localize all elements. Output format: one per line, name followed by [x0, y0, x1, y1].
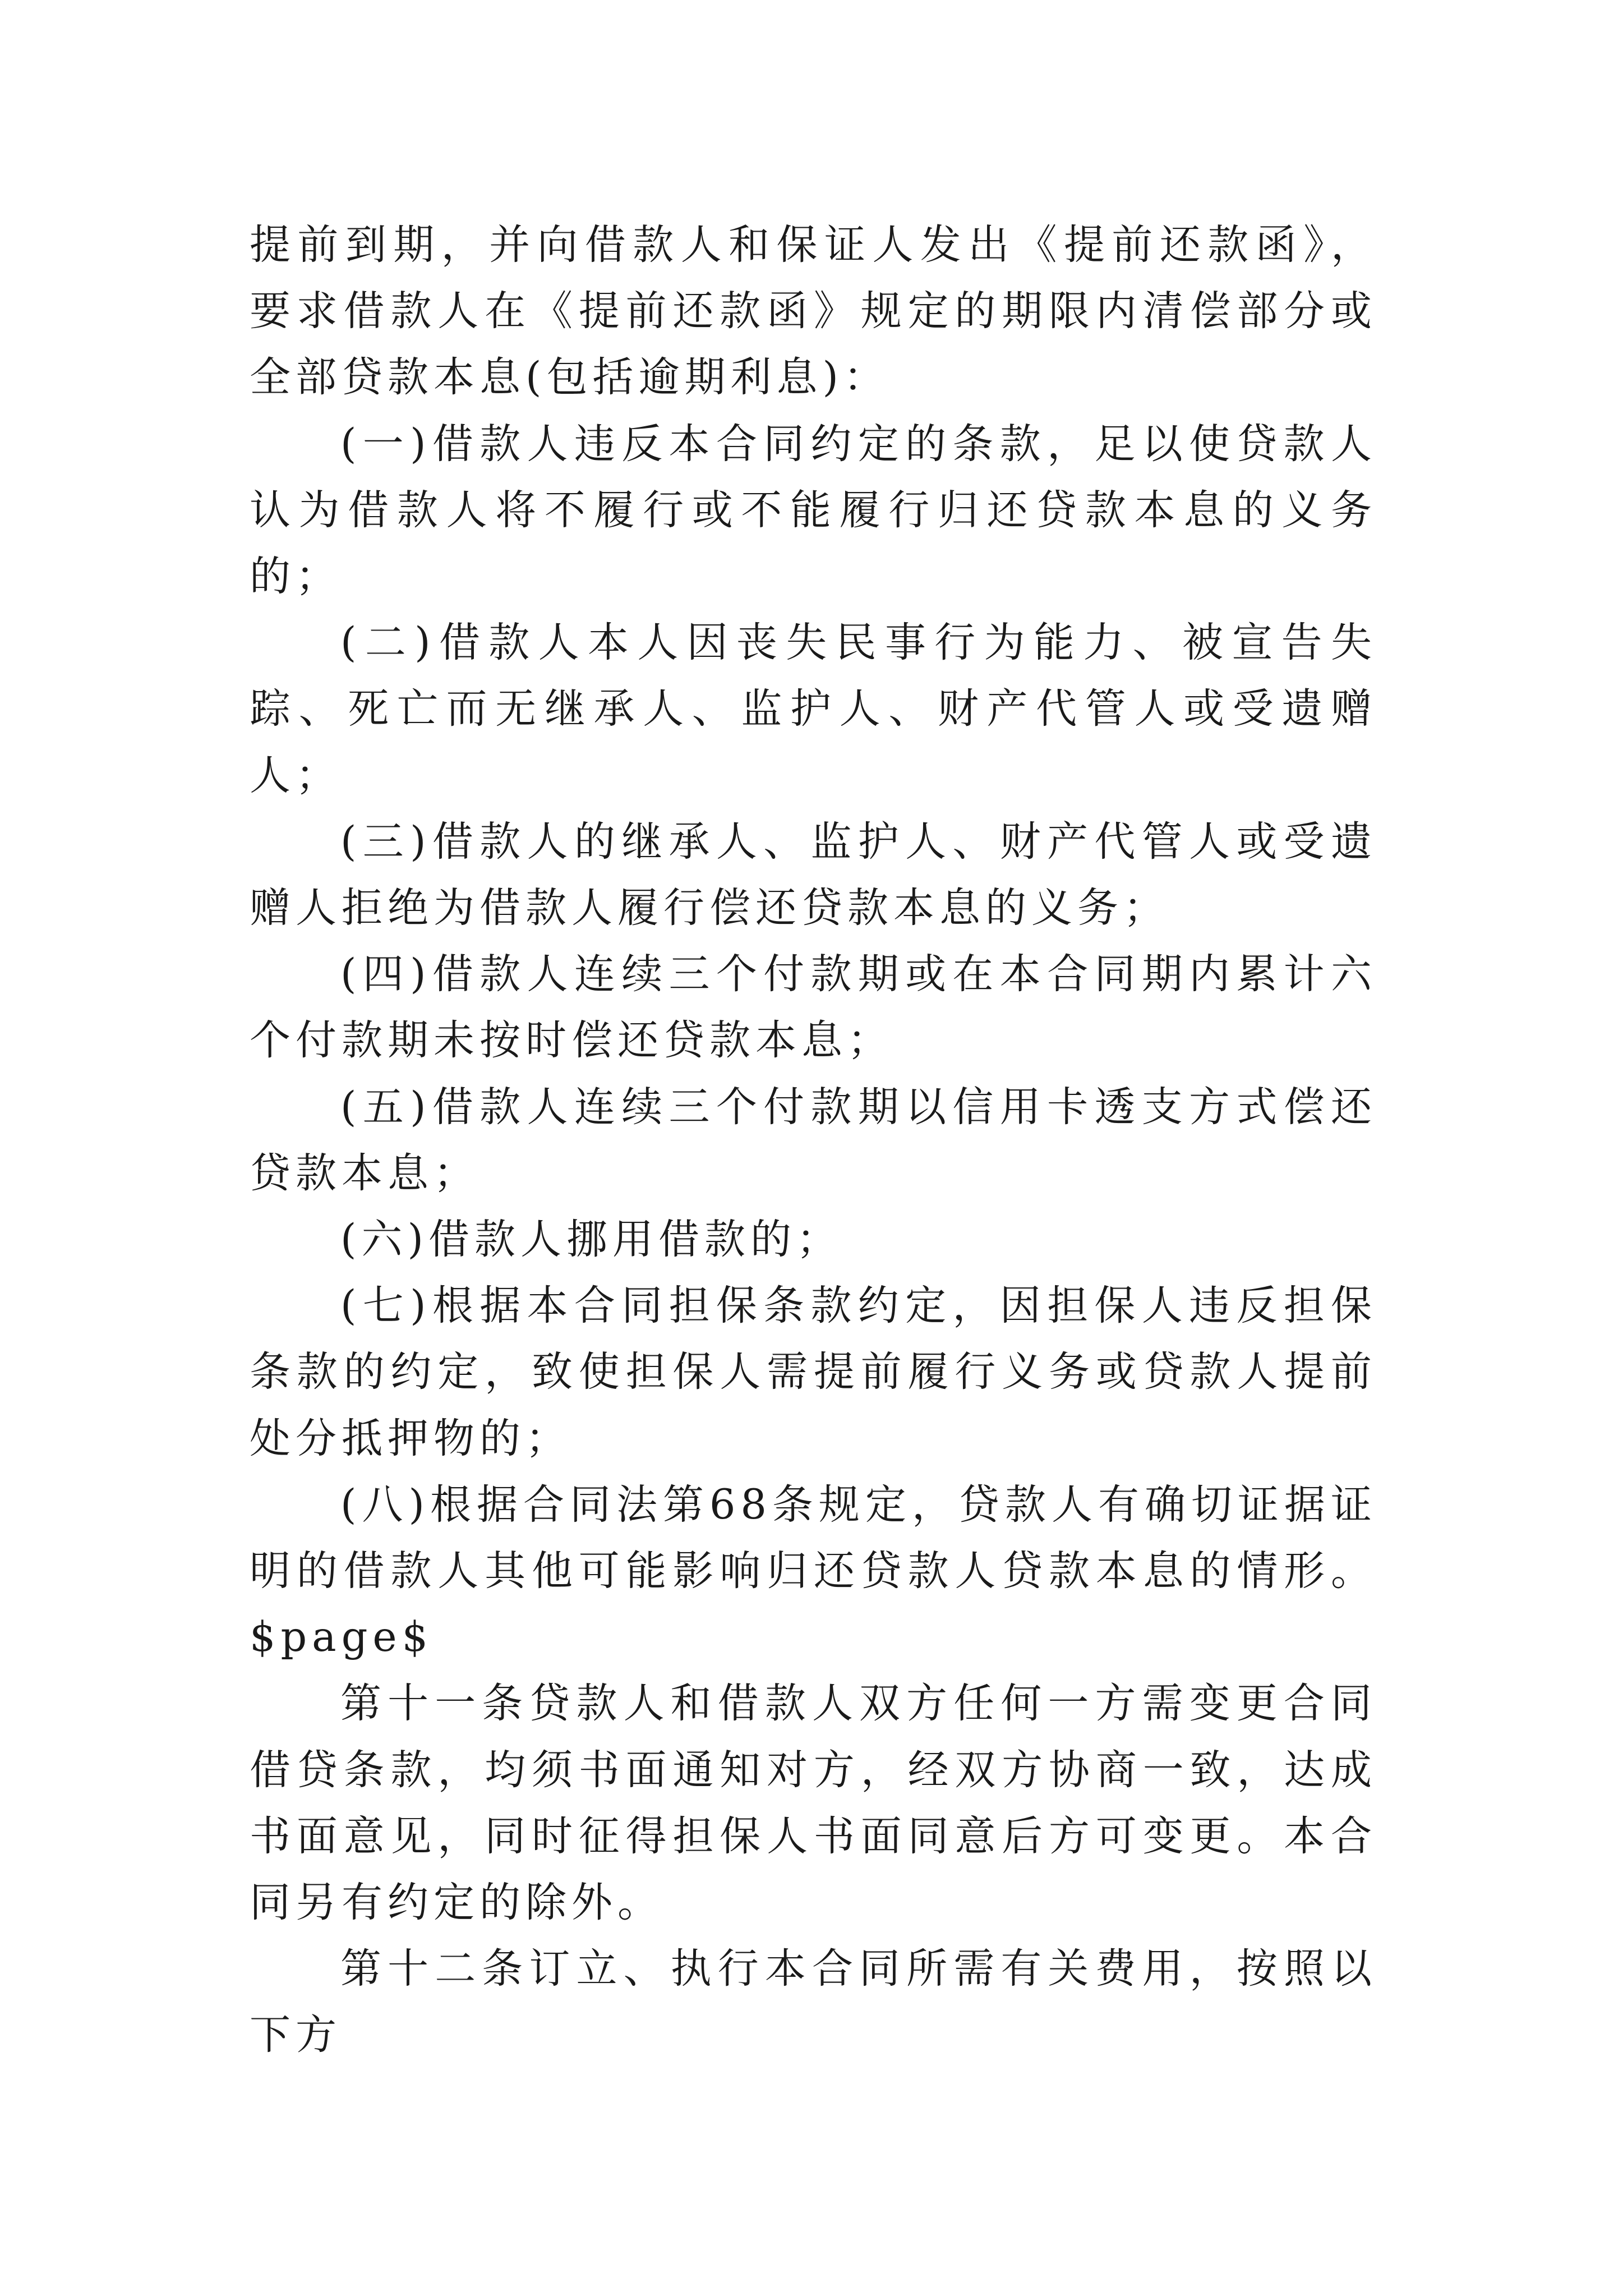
- paragraph-clause-2: (二)借款人本人因丧失民事行为能力、被宣告失踪、死亡而无继承人、监护人、财产代管人或受遗赠人；: [250, 619, 1377, 799]
- paragraph-clause-4: (四)借款人连续三个付款期或在本合同期内累计六个付款期未按时偿还贷款本息；: [250, 950, 1377, 1065]
- paragraph-early-maturity: 提前到期，并向借款人和保证人发出《提前还款函》，要求借款人在《提前还款函》规定的期限内清偿部分或全部贷款本息(包括逾期利息)：: [250, 221, 1377, 402]
- paragraph-article-11: 第十一条贷款人和借款人双方任何一方需变更合同借贷条款，均须书面通知对方，经双方协商一致，达成书面意见，同时征得担保人书面同意后方可变更。本合同另有约定的除外。: [250, 1680, 1377, 1927]
- document-body: [250, 212, 1377, 2069]
- paragraph-clause-3: (三)借款人的继承人、监护人、财产代管人或受遗赠人拒绝为借款人履行偿还贷款本息的义务；: [250, 817, 1377, 932]
- paragraph-clause-8: (八)根据合同法第68条规定，贷款人有确切证据证明的借款人其他可能影响归还贷款人贷款本息的情形。$page$: [250, 1480, 1377, 1662]
- paragraph-clause-1: (一)借款人违反本合同约定的条款，足以使贷款人认为借款人将不履行或不能履行归还贷款本息的义务的；: [250, 420, 1377, 601]
- paragraph-clause-6: (六)借款人挪用借款的；: [340, 1216, 842, 1264]
- paragraph-article-12: 第十二条订立、执行本合同所需有关费用，按照以下方: [250, 1945, 1377, 2059]
- paragraph-clause-5: (五)借款人连续三个付款期以信用卡透支方式偿还贷款本息；: [250, 1083, 1377, 1197]
- paragraph-clause-7: (七)根据本合同担保条款约定，因担保人违反担保条款的约定，致使担保人需提前履行义务或贷款人提前处分抵押物的；: [250, 1282, 1377, 1462]
